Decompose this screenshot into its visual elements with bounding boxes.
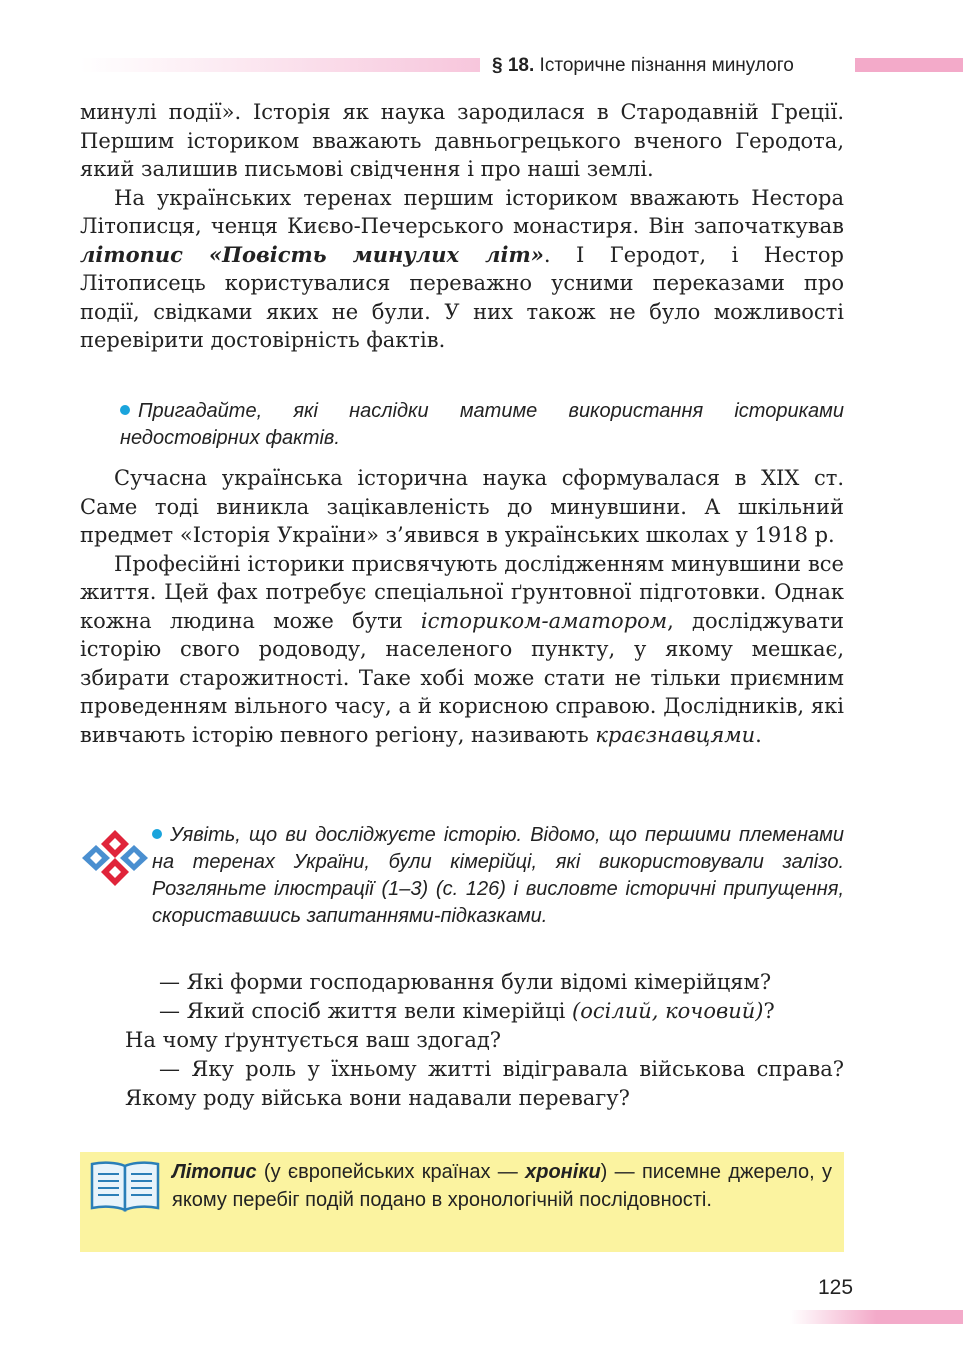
dialog-question-2-text: — Який спосіб життя вели кімерійці bbox=[159, 999, 573, 1023]
term-historian-amateur: істориком-аматором bbox=[420, 608, 668, 633]
paragraph-1: минулі події». Історія як наука зародилася в Стародавній Греції. Першим істориком вважають давньогрецького вченого Геродота, який залишив письмові свідчення і про наші землі. bbox=[80, 100, 844, 181]
paragraph-2-text-end: . І Геродот, і Нестор Літописець користувалися переважно усними переказами про події, свідками яких не були. У них також не було можливості перевірити достовірність фактів. bbox=[80, 242, 844, 352]
definition-part-2: ) — писемне джерело, у якому перебіг подій подано в хронологічній послідовності. bbox=[172, 1161, 832, 1211]
section-title: Історичне пізнання минулого bbox=[539, 55, 794, 76]
definition-text bbox=[172, 1158, 832, 1214]
dialog-question-3: — Яку роль у їхньому житті відігравала військова справа? Якому роду війська вони надавали перевагу? bbox=[125, 1057, 844, 1110]
header-decor-bar-left bbox=[80, 58, 480, 72]
dialog-questions bbox=[125, 968, 844, 1113]
main-text-middle bbox=[80, 464, 844, 749]
bullet-icon bbox=[152, 829, 162, 839]
dialog-question-2-mark: ? bbox=[763, 999, 775, 1023]
page-number: 125 bbox=[818, 1276, 854, 1299]
main-text-top bbox=[80, 98, 844, 355]
term-litopys: літопис «Повість минулих літ» bbox=[80, 241, 544, 267]
footer-decor-bar bbox=[790, 1310, 963, 1324]
dialog-question-2-options: (осілий, кочовий) bbox=[572, 999, 764, 1023]
header-decor-bar-right bbox=[855, 58, 963, 72]
dialog-question-1: — Які форми господарювання були відомі кімерійцям? bbox=[159, 970, 772, 994]
definition-box bbox=[80, 1152, 844, 1252]
question-text: Пригадайте, які наслідки матиме використання істориками недостовірних фактів. bbox=[120, 400, 844, 449]
bullet-icon bbox=[120, 405, 130, 415]
term-local-historians: краєзнавцями bbox=[595, 722, 756, 747]
dialog-question-2-continuation: На чому ґрунтується ваш здогад? bbox=[125, 1028, 502, 1052]
paragraph-3: Сучасна українська історична наука сформувалася в XIX ст. Саме тоді виникла зацікавленість до минувшини. А шкільний предмет «Історія України» з’явився в українських школах у 1918 р. bbox=[80, 466, 844, 547]
paragraph-2 bbox=[80, 184, 844, 355]
definition-term-2: хроніки bbox=[525, 1161, 601, 1183]
paragraph-4 bbox=[80, 550, 844, 750]
ornament-icon bbox=[80, 828, 150, 888]
section-number: § 18. bbox=[492, 55, 535, 76]
paragraph-4-text: Професійні історики присвячують дослідженням минувшини все життя. Цей фах потребує спеціальної ґрунтовної підготовки. Однак кожна людина може бути bbox=[80, 551, 844, 633]
book-icon bbox=[86, 1158, 164, 1214]
definition-term: Літопис bbox=[172, 1161, 257, 1183]
running-header bbox=[486, 53, 800, 79]
paragraph-2-text: На українських теренах першим істориком вважають Нестора Літописця, ченця Києво-Печерського монастиря. Він започаткував bbox=[80, 185, 844, 238]
task-imagine bbox=[152, 822, 844, 930]
task-text: Уявіть, що ви досліджуєте історію. Відомо, що першими племенами на теренах України, були кімерійці, які використовували залізо. Розгляньте ілюстрації (1–3) (с. 126) і висловте історичні припущення, скориставшись запитаннями-підказками. bbox=[152, 824, 844, 927]
paragraph-4-text-middle: , досліджувати історію свого родоводу, населеного пункту, у якому мешкає, збирати старожитності. Таке хобі може стати не тільки приємним проведенням вільного часу, а й корисною справою. Дослідників, які вивчають історію певного регіону, називають bbox=[80, 608, 844, 747]
definition-part-1: (у європейських країнах — bbox=[256, 1161, 526, 1183]
paragraph-4-text-end: . bbox=[755, 722, 762, 747]
dialog-question-2 bbox=[125, 997, 844, 1026]
question-remember bbox=[120, 398, 844, 452]
